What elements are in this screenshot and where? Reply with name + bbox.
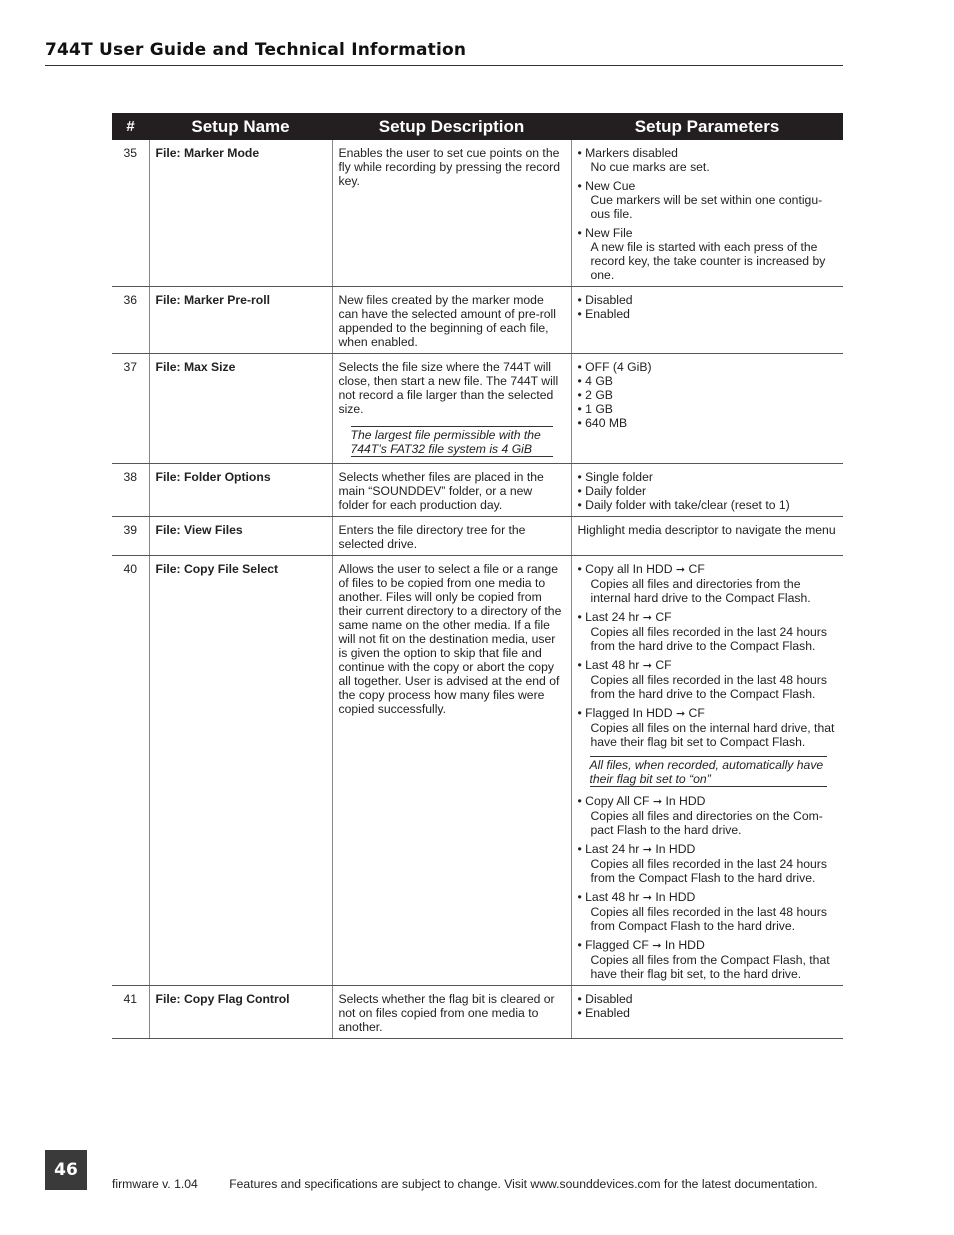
table-row bbox=[112, 464, 843, 517]
setup-description-cell bbox=[332, 354, 571, 464]
setup-parameters-cell bbox=[571, 517, 843, 556]
parameter-source: • Flagged CF bbox=[577, 938, 653, 952]
parameter-item bbox=[578, 360, 838, 374]
parameter-label bbox=[578, 610, 838, 625]
parameter-item bbox=[578, 794, 838, 837]
parameter-destination: In HDD bbox=[651, 842, 696, 856]
table-row bbox=[112, 517, 843, 556]
parameter-label bbox=[578, 562, 838, 577]
parameter-source: • Last 48 hr bbox=[577, 890, 643, 904]
setup-name: File: View Files bbox=[149, 517, 332, 556]
parameter-label: • 640 MB bbox=[577, 416, 628, 430]
parameter-item bbox=[578, 992, 838, 1006]
setup-parameters-cell bbox=[571, 287, 843, 354]
setup-name: File: Marker Pre-roll bbox=[149, 287, 332, 354]
parameter-detail: Copies all files recorded in the last 48 hours from Compact Flash to the hard drive. bbox=[590, 905, 827, 933]
parameter-detail: Copies all files and directories on the Compact Flash to the hard drive. bbox=[590, 809, 823, 837]
parameter-label bbox=[578, 842, 838, 857]
parameter-label: • Single folder bbox=[577, 470, 653, 484]
header-number: # bbox=[112, 113, 149, 140]
parameter-label: • Disabled bbox=[577, 992, 633, 1006]
parameter-item bbox=[578, 307, 838, 321]
setup-name: File: Copy File Select bbox=[149, 556, 332, 986]
setup-number: 39 bbox=[112, 517, 149, 556]
parameter-item bbox=[578, 374, 838, 388]
table-row bbox=[112, 287, 843, 354]
parameter-label: • 2 GB bbox=[577, 388, 613, 402]
arrow-right-icon: ➞ bbox=[642, 611, 652, 624]
arrow-right-icon: ➞ bbox=[652, 795, 663, 808]
arrow-right-icon: ➞ bbox=[675, 563, 686, 576]
setup-description-cell bbox=[332, 140, 571, 287]
parameter-label bbox=[578, 794, 838, 809]
parameter-item bbox=[578, 562, 838, 605]
parameter-label: • New Cue bbox=[577, 179, 636, 193]
description-note: The largest file permissible with the 744T’s FAT32 file system is 4 GiB bbox=[351, 426, 553, 457]
parameter-label: • Markers disabled bbox=[577, 146, 678, 160]
header-setup-name: Setup Name bbox=[149, 113, 332, 140]
parameter-destination: In HDD bbox=[661, 938, 705, 952]
parameter-label: • New File bbox=[577, 226, 633, 240]
setup-description-cell bbox=[332, 517, 571, 556]
setup-number: 41 bbox=[112, 986, 149, 1039]
table-row bbox=[112, 140, 843, 287]
parameter-source: • Copy All CF bbox=[577, 794, 653, 808]
parameter-item bbox=[578, 610, 838, 653]
setup-number: 35 bbox=[112, 140, 149, 287]
table-row bbox=[112, 986, 843, 1039]
parameter-destination: CF bbox=[685, 706, 705, 720]
setup-name: File: Max Size bbox=[149, 354, 332, 464]
parameter-detail: No cue marks are set. bbox=[590, 160, 710, 174]
parameter-destination: CF bbox=[651, 610, 672, 624]
parameter-item bbox=[578, 179, 838, 221]
parameter-item bbox=[578, 470, 838, 484]
parameter-item bbox=[578, 706, 838, 749]
parameter-destination: In HDD bbox=[662, 794, 706, 808]
setup-description-cell bbox=[332, 986, 571, 1039]
footer bbox=[112, 1177, 818, 1191]
setup-number: 37 bbox=[112, 354, 149, 464]
setup-number: 40 bbox=[112, 556, 149, 986]
setup-description-cell bbox=[332, 556, 571, 986]
setup-description-cell bbox=[332, 464, 571, 517]
arrow-right-icon: ➞ bbox=[652, 939, 662, 952]
setup-name: File: Folder Options bbox=[149, 464, 332, 517]
header-setup-description: Setup Description bbox=[332, 113, 571, 140]
parameter-label: • Daily folder with take/clear (reset to 1) bbox=[577, 498, 790, 512]
setup-description-cell bbox=[332, 287, 571, 354]
arrow-right-icon: ➞ bbox=[642, 659, 652, 672]
parameter-detail: A new file is started with each press of the record key, the take counter is increased by one. bbox=[590, 240, 826, 282]
parameter-item bbox=[578, 938, 838, 981]
parameter-item bbox=[578, 523, 838, 537]
parameter-label bbox=[578, 938, 838, 953]
page-number: 46 bbox=[45, 1150, 87, 1190]
firmware-version: firmware v. 1.04 bbox=[112, 1177, 198, 1191]
parameter-item bbox=[578, 146, 838, 174]
parameter-label bbox=[578, 658, 838, 673]
parameter-item bbox=[578, 388, 838, 402]
parameter-item bbox=[578, 498, 838, 512]
parameter-detail: Copies all files recorded in the last 24 hours from the Compact Flash to the hard drive. bbox=[590, 857, 827, 885]
parameter-label: • Enabled bbox=[577, 307, 630, 321]
setup-description: Selects whether the flag bit is cleared or not on files copied from one media to another. bbox=[338, 992, 555, 1034]
parameter-label: • Disabled bbox=[577, 293, 633, 307]
parameter-note: All files, when recorded, automatically have their flag bit set to “on” bbox=[590, 756, 828, 787]
parameter-destination: CF bbox=[651, 658, 672, 672]
setup-name: File: Copy Flag Control bbox=[149, 986, 332, 1039]
parameter-item bbox=[578, 293, 838, 307]
table-row bbox=[112, 556, 843, 986]
parameter-item bbox=[578, 484, 838, 498]
parameter-label bbox=[578, 706, 838, 721]
setup-parameters-cell bbox=[571, 140, 843, 287]
setup-description: New files created by the marker mode can have the selected amount of pre-roll appended to the beginning of each file, when enabled. bbox=[338, 293, 556, 349]
table-row bbox=[112, 354, 843, 464]
parameter-label: Highlight media descriptor to navigate the menu bbox=[577, 523, 836, 537]
parameter-item bbox=[578, 416, 838, 430]
parameter-detail: Copies all files recorded in the last 24 hours from the hard drive to the Compact Flash. bbox=[590, 625, 827, 653]
document-title: 744T User Guide and Technical Information bbox=[45, 40, 467, 60]
setup-description: Selects the file size where the 744T will close, then start a new file. The 744T will not record a file larger than the selected size. bbox=[338, 360, 559, 416]
parameter-item bbox=[578, 1006, 838, 1020]
parameter-source: • Last 24 hr bbox=[577, 842, 643, 856]
parameter-detail: Copies all files and directories from the internal hard drive to the Compact Flash. bbox=[590, 577, 811, 605]
parameter-destination: In HDD bbox=[651, 890, 696, 904]
setup-number: 36 bbox=[112, 287, 149, 354]
parameter-item bbox=[578, 842, 838, 885]
parameter-label: • OFF (4 GiB) bbox=[577, 360, 652, 374]
parameter-detail: Copies all files on the internal hard drive, that have their flag bit set to Compact Flash. bbox=[590, 721, 835, 749]
setup-description: Enables the user to set cue points on the fly while recording by pressing the record key. bbox=[338, 146, 561, 188]
parameter-source: • Last 48 hr bbox=[577, 658, 643, 672]
parameter-detail: Cue markers will be set within one contiguous file. bbox=[590, 193, 823, 221]
setup-parameters-cell bbox=[571, 464, 843, 517]
setup-description: Selects whether files are placed in the main “SOUNDDEV” folder, or a new folder for each production day. bbox=[338, 470, 544, 512]
parameter-destination: CF bbox=[685, 562, 705, 576]
parameter-item bbox=[578, 226, 838, 282]
arrow-right-icon: ➞ bbox=[642, 843, 652, 856]
parameter-source: • Copy all In HDD bbox=[577, 562, 676, 576]
parameter-item bbox=[578, 402, 838, 416]
setup-table bbox=[112, 113, 843, 1039]
footer-notice: Features and specifications are subject to change. Visit www.sounddevices.com for the latest documentation. bbox=[229, 1177, 818, 1191]
parameter-source: • Last 24 hr bbox=[577, 610, 643, 624]
setup-name: File: Marker Mode bbox=[149, 140, 332, 287]
setup-parameters-cell bbox=[571, 556, 843, 986]
parameter-item bbox=[578, 658, 838, 701]
parameter-label: • 4 GB bbox=[577, 374, 613, 388]
setup-parameters-cell bbox=[571, 986, 843, 1039]
parameter-label: • 1 GB bbox=[577, 402, 613, 416]
parameter-label bbox=[578, 890, 838, 905]
setup-number: 38 bbox=[112, 464, 149, 517]
parameter-label: • Daily folder bbox=[577, 484, 647, 498]
header-rule bbox=[45, 65, 843, 66]
parameter-detail: Copies all files from the Compact Flash, that have their flag bit set, to the hard drive. bbox=[590, 953, 830, 981]
header-setup-parameters: Setup Parameters bbox=[571, 113, 843, 140]
parameter-detail: Copies all files recorded in the last 48 hours from the hard drive to the Compact Flash. bbox=[590, 673, 827, 701]
parameter-source: • Flagged In HDD bbox=[577, 706, 676, 720]
setup-description: Allows the user to select a file or a range of files to be copied from one media to another. Files will only be copied from their current directory to a directory of the same name on the other media. If a file will not fit on the destination media, user is given the option to skip that file and continue with the copy or abort the copy all together. User is advised at the end of the copy process how many files were copied successfully. bbox=[338, 562, 562, 716]
arrow-right-icon: ➞ bbox=[642, 891, 652, 904]
parameter-label: • Enabled bbox=[577, 1006, 630, 1020]
arrow-right-icon: ➞ bbox=[675, 707, 686, 720]
setup-description: Enters the file directory tree for the selected drive. bbox=[338, 523, 526, 551]
table-header-row bbox=[112, 113, 843, 140]
setup-parameters-cell bbox=[571, 354, 843, 464]
parameter-item bbox=[578, 890, 838, 933]
